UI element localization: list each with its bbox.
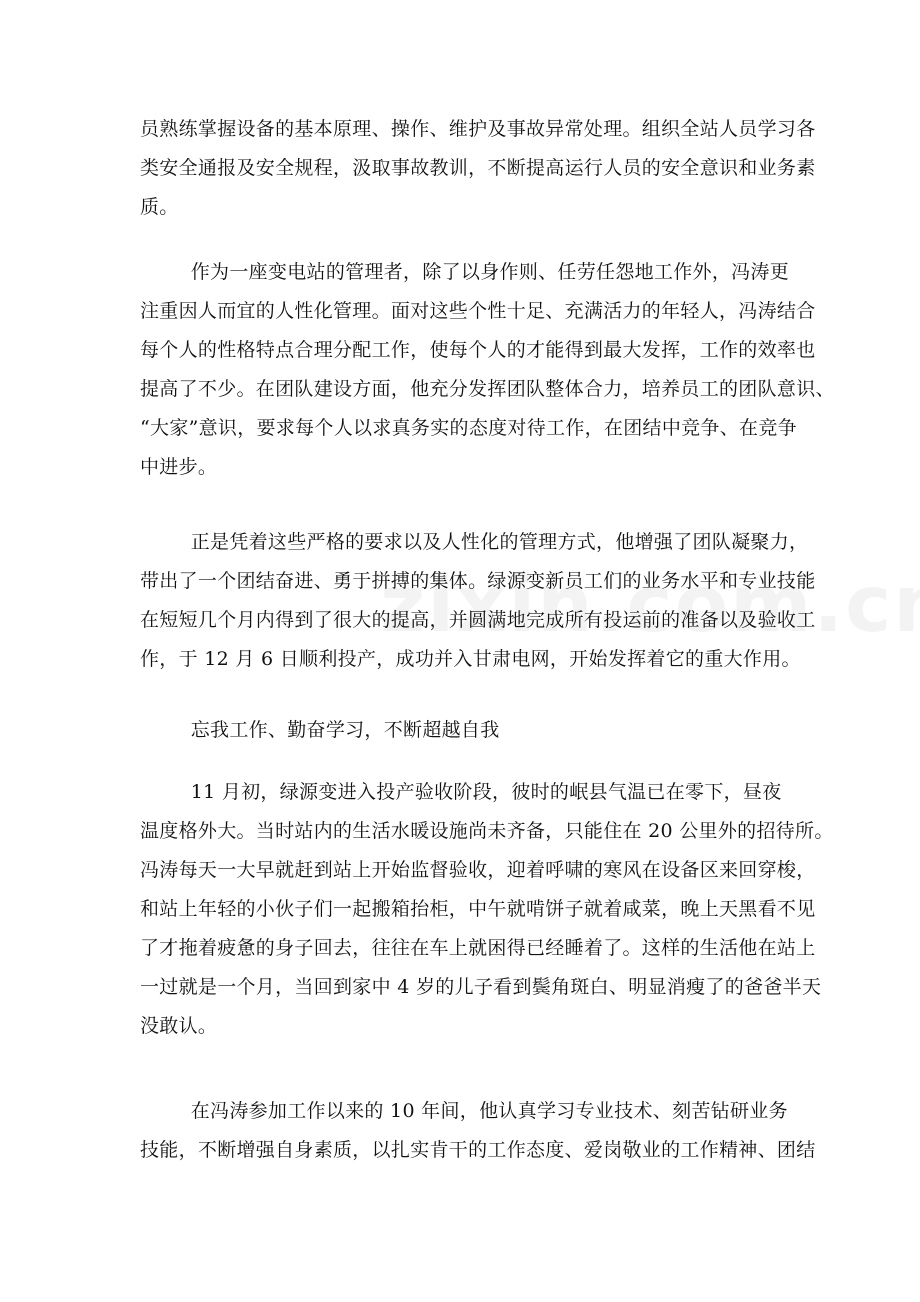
text-line: 和站上年轻的小伙子们一起搬箱抬柜，中午就啃饼子就着咸菜，晚上天黑看不见 (140, 898, 816, 920)
paragraph-4 (140, 773, 834, 1046)
text-line: 技能，不断增强自身素质，以扎实肯干的工作态度、爱岗敬业的工作精神、团结 (140, 1139, 816, 1161)
section-heading (140, 711, 800, 750)
text-line: 冯涛每天一大早就赶到站上开始监督验收，迎着呼啸的寒风在设备区来回穿梭， (140, 859, 816, 881)
text-line: 类安全通报及安全规程，汲取事故教训，不断提高运行人员的安全意识和业务素 (140, 157, 816, 179)
paragraph-5 (140, 1092, 816, 1170)
text-line: 了才拖着疲惫的身子回去，往往在车上就困得已经睡着了。这样的生活他在站上 (140, 937, 816, 959)
text-line: 温度格外大。当时站内的生活水暖设施尚未齐备，只能住在 20 公里外的招待所。 (140, 820, 834, 842)
text-line: 注重因人而宜的人性化管理。面对这些个性十足、充满活力的年轻人，冯涛结合 (140, 300, 816, 322)
text-line: 提高了不少。在团队建设方面，他充分发挥团队整体合力，培养员工的团队意识、 (140, 378, 835, 400)
text-line: 忘我工作、勤奋学习，不断超越自我 (140, 719, 500, 741)
text-line: 在短短几个月内得到了很大的提高，并圆满地完成所有投运前的准备以及验收工 (140, 609, 816, 631)
text-line: 一过就是一个月，当回到家中 4 岁的儿子看到鬓角斑白、明显消瘦了的爸爸半天 (140, 976, 822, 998)
paragraph-2 (140, 253, 835, 487)
text-line: 作，于 12 月 6 日顺利投产，成功并入甘肃电网，开始发挥着它的重大作用。 (140, 648, 801, 670)
text-line: 带出了一个团结奋进、勇于拼搏的集体。绿源变新员工们的业务水平和专业技能 (140, 570, 816, 592)
text-line: “大家”意识，要求每个人以求真务实的态度对待工作，在团结中竞争、在竞争 (140, 417, 797, 439)
text-line: 作为一座变电站的管理者，除了以身作则、任劳任怨地工作外，冯涛更 (140, 261, 790, 283)
text-line: 质。 (140, 196, 179, 218)
paragraph-1 (140, 110, 816, 227)
text-line: 员熟练掌握设备的基本原理、操作、维护及事故异常处理。组织全站人员学习各 (140, 118, 816, 140)
text-line: 11 月初，绿源变进入投产验收阶段，彼时的岷县气温已在零下，昼夜 (140, 781, 782, 803)
text-line: 中进步。 (140, 456, 218, 478)
paragraph-3 (140, 523, 816, 679)
text-line: 每个人的性格特点合理分配工作，使每个人的才能得到最大发挥，工作的效率也 (140, 339, 816, 361)
text-line: 没敢认。 (140, 1015, 218, 1037)
text-line: 正是凭着这些严格的要求以及人性化的管理方式，他增强了团队凝聚力， (140, 531, 809, 553)
text-line: 在冯涛参加工作以来的 10 年间，他认真学习专业技术、刻苦钻研业务 (140, 1100, 788, 1122)
